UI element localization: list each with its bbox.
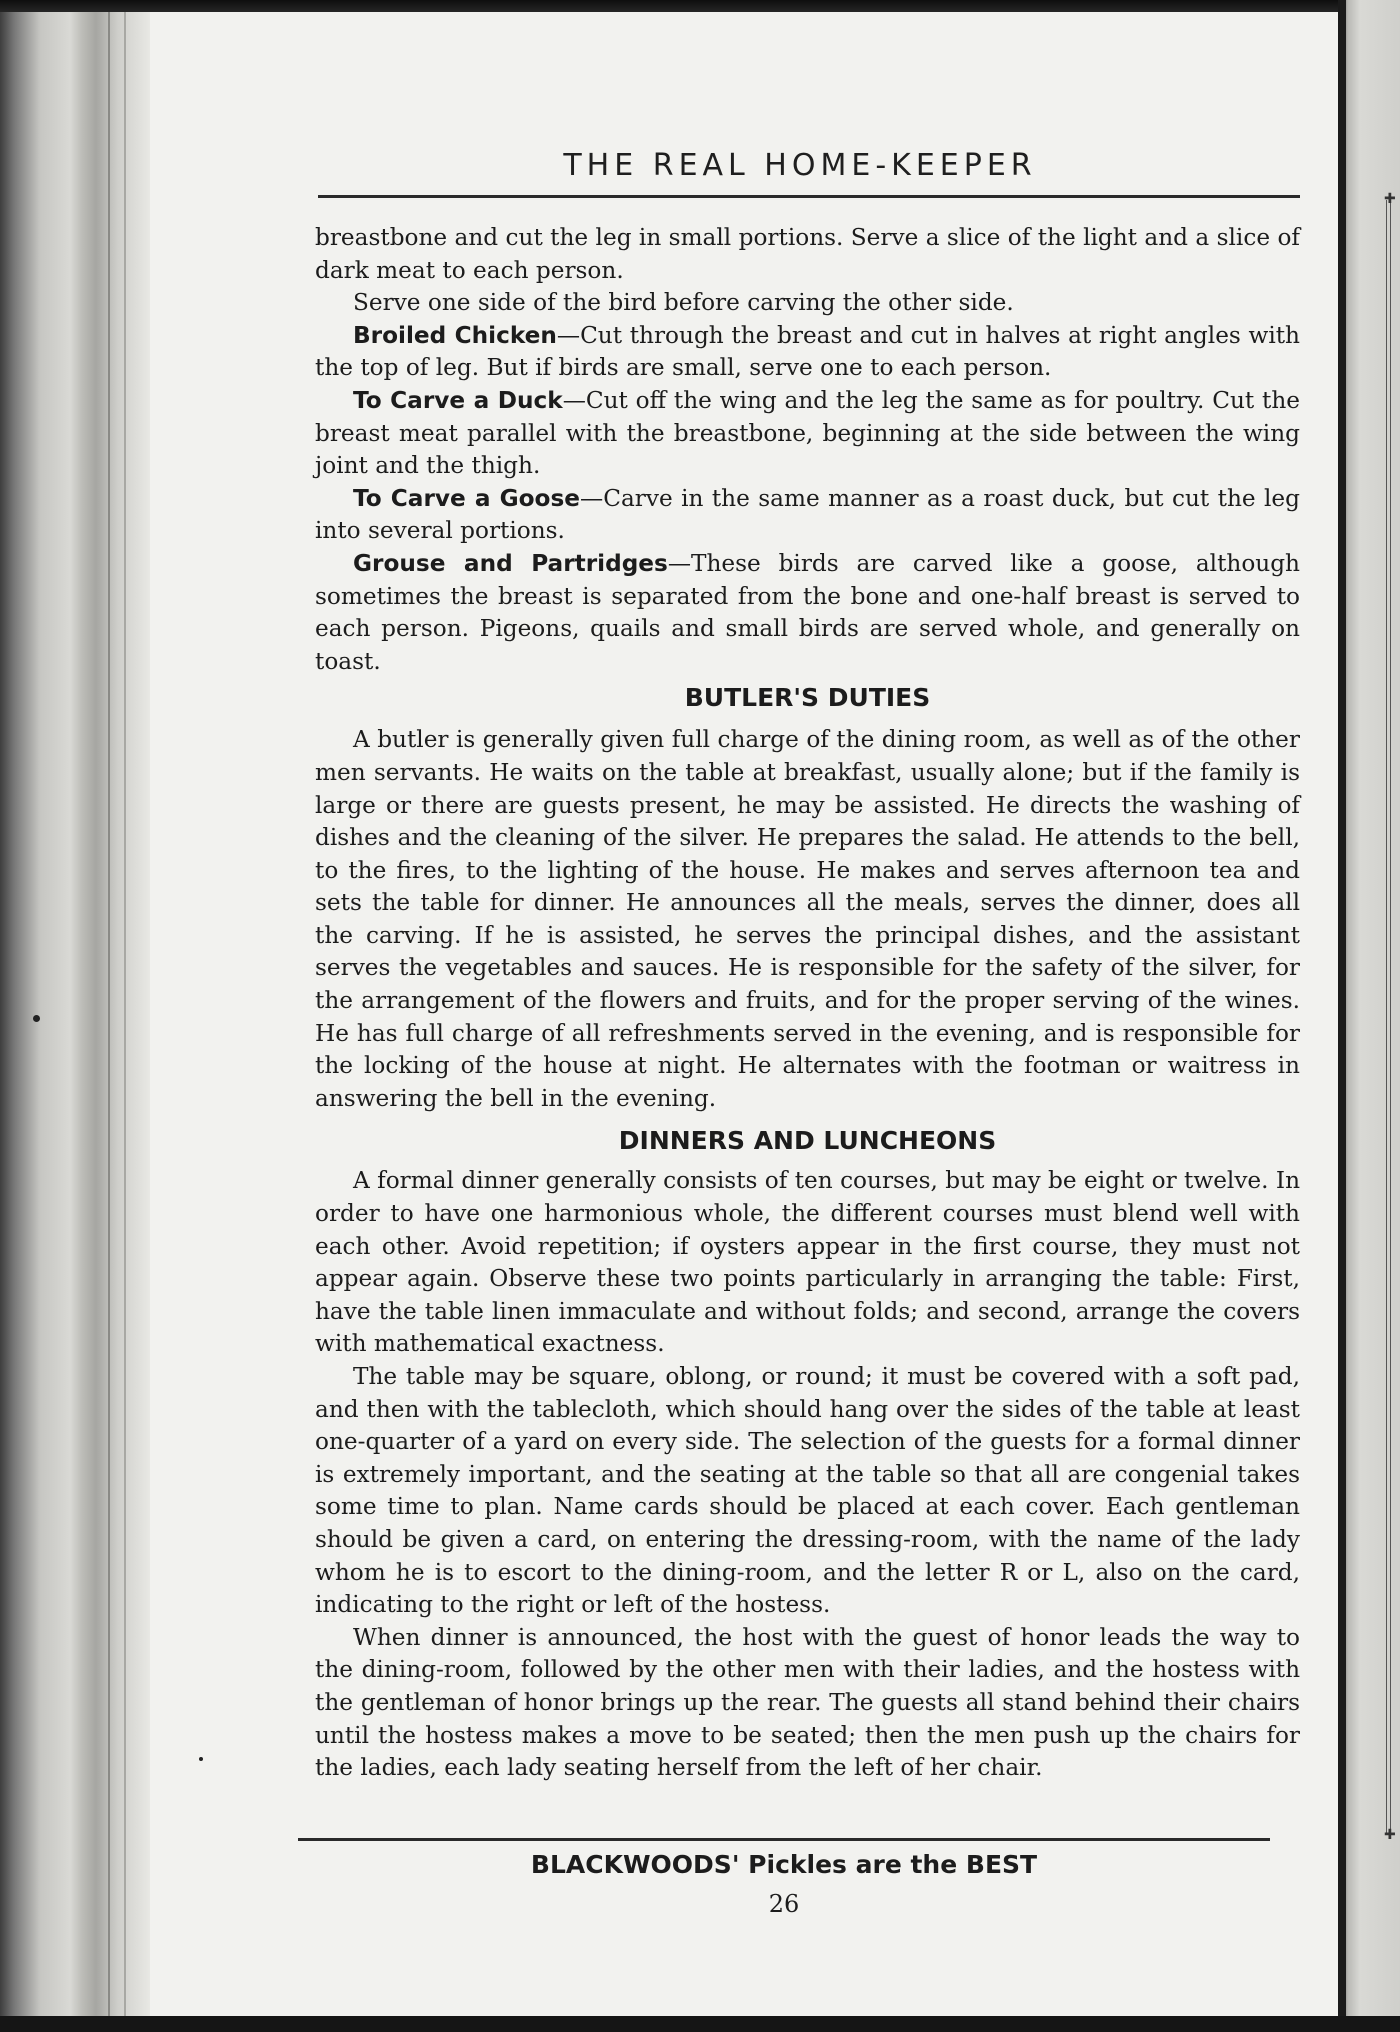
serve-note: Serve one side of the bird before carving the other side. — [353, 289, 1014, 317]
entry-lead: To Carve a Duck — [353, 386, 563, 414]
page-text — [315, 222, 1300, 1785]
scan-bottom-edge — [0, 2016, 1400, 2032]
book-gutter — [0, 12, 150, 2017]
dinners-paragraph: When dinner is announced, the host with the guest of honor leads the way to the dining-room, followed by the other men with their ladies, and the hostess with the gentleman of honor brings up the rear. The guests all stand behind their chairs until the hostess makes a move to be seated; then the men push up the chairs for the ladies, each lady seating herself from the left of her chair. — [315, 1623, 1300, 1782]
butler-paragraph: A butler is generally given full charge of the dining room, as well as of the other men servants. He waits on the table at breakfast, usually alone; but if the family is large or there are guests present, he may be assisted. He directs the washing of dishes and the cleaning of the silver. He prepares the salad. He attends to the bell, to the fires, to the lighting of the house. He makes and serves afternoon tea and sets the table for dinner. He announces all the meals, serves the dinner, does all the carving. If he is assisted, he serves the principal dishes, and the assistant serves the vegetables and sauces. He is responsible for the safety of the silver, for the arrangement of the flowers and fruits, and for the proper serving of the wines. He has full charge of all refreshments served in the evening, and is responsible for the locking of the house at night. He alternates with the footman or waitress in answering the bell in the evening. — [315, 726, 1300, 1112]
decorative-border-rule — [1386, 200, 1391, 1835]
entry-text: —Cut through the breast and cut in halves at right angles with the top of leg. But if birds are small, serve one to each person. — [315, 321, 1300, 382]
entry-broiled-chicken — [315, 320, 1300, 385]
carving-continuation: breastbone and cut the leg in small portions. Serve a slice of the light and a slice of dark meat to each person. — [315, 224, 1300, 284]
border-cross-ornament: ✚ — [1384, 191, 1396, 207]
entry-lead: Grouse and Partridges — [353, 549, 668, 577]
entry-text: —These birds are carved like a goose, although sometimes the breast is separated from the bone and one-half breast is served to each person. Pigeons, quails and small birds are served whole, and generally on toast. — [315, 549, 1300, 675]
footer-advertisement: BLACKWOODS' Pickles are the BEST — [530, 1850, 1038, 1879]
entry-lead: To Carve a Goose — [353, 484, 581, 512]
header-rule — [318, 195, 1300, 198]
footer-rule — [298, 1838, 1270, 1841]
entry-text: —Carve in the same manner as a roast duck, but cut the leg into several portions. — [315, 484, 1300, 545]
dinners-paragraph: A formal dinner generally consists of ten courses, but may be eight or twelve. In order to have one harmonious whole, the different courses must blend well with each other. Avoid repetition; if oysters appear in the first course, they must not appear again. Observe these two points particularly in arranging the table: First, have the table linen immaculate and without folds; and second, arrange the covers with mathematical exactness. — [315, 1167, 1300, 1358]
section-heading-dinners-luncheons: DINNERS AND LUNCHEONS — [618, 1126, 997, 1156]
entry-grouse-partridges — [315, 548, 1300, 678]
page-number: 26 — [768, 1890, 800, 1918]
entry-lead: Broiled Chicken — [353, 321, 557, 349]
section-heading-butlers-duties: BUTLER'S DUTIES — [684, 683, 931, 713]
running-head: THE REAL HOME-KEEPER — [563, 148, 1037, 183]
gutter-line — [108, 12, 110, 2017]
entry-carve-duck — [315, 385, 1300, 483]
entry-text: —Cut off the wing and the leg the same as for poultry. Cut the breast meat parallel with the breastbone, beginning at the side between the wing joint and the thigh. — [315, 386, 1300, 480]
dinners-paragraph: The table may be square, oblong, or round; it must be covered with a soft pad, and then with the tablecloth, which should hang over the sides of the table at least one-quarter of a yard on every side. The selection of the guests for a formal dinner is extremely important, and the seating at the table so that all are congenial takes some time to plan. Name cards should be placed at each cover. Each gentleman should be given a card, on entering the dressing-room, with the name of the lady whom he is to escort to the dining-room, and the letter R or L, also on the card, indicating to the right or left of the hostess. — [315, 1363, 1300, 1619]
entry-carve-goose — [315, 483, 1300, 548]
border-cross-ornament: ✚ — [1384, 1827, 1396, 1843]
ink-speck — [33, 1015, 40, 1022]
gutter-line — [124, 12, 126, 2017]
ink-speck — [199, 1757, 203, 1761]
scan-right-edge — [1338, 0, 1400, 2032]
